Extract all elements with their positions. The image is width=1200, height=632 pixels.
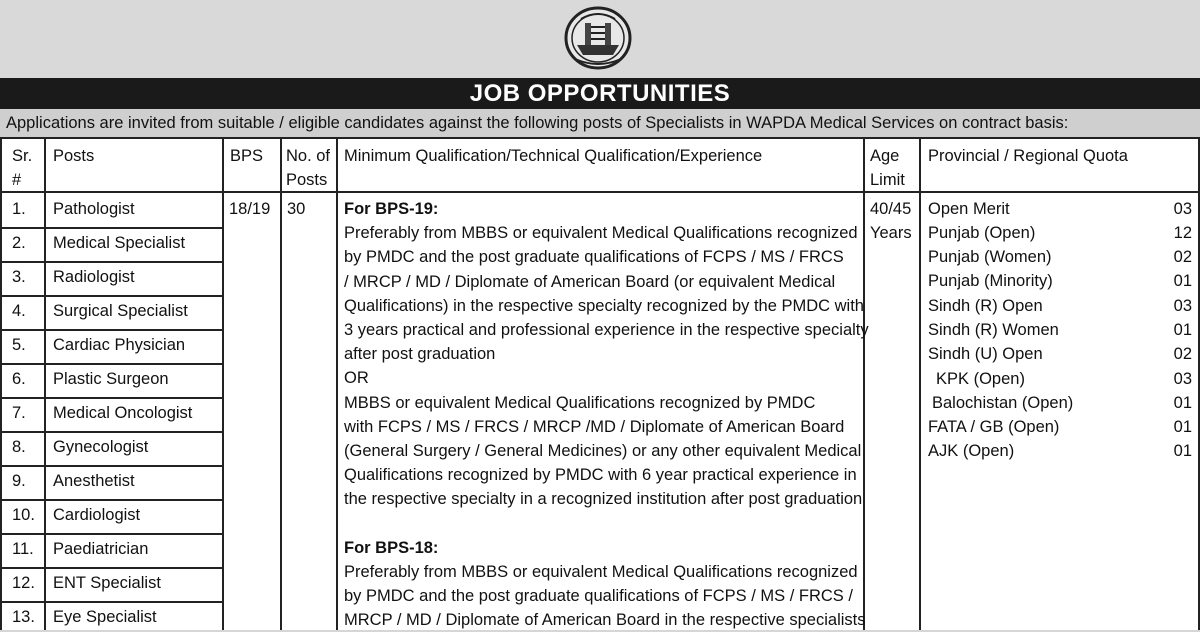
quota-name: AJK (Open) — [928, 442, 1015, 460]
qualification-line: (General Surgery / General Medicines) or any other equivalent Medical — [344, 441, 862, 460]
qualification-text — [344, 197, 869, 632]
qualification-line: the respective specialty in a recognized institution after post graduation — [344, 490, 863, 509]
column-header-quota: Provincial / Regional Quota — [928, 147, 1128, 165]
row-sr: 12. — [12, 574, 35, 592]
age-limit — [870, 197, 912, 245]
column-header-qualification: Minimum Qualification/Technical Qualification/Experience — [344, 147, 763, 165]
quota-name: Punjab (Women) — [928, 248, 1052, 266]
quota-name: Sindh (U) Open — [928, 345, 1043, 363]
row-post: Medical Specialist — [53, 234, 186, 252]
quota-count: 01 — [1173, 394, 1192, 412]
qualification-line: by PMDC and the post graduate qualifications of FCPS / MS / FRCS / — [344, 587, 853, 605]
qualification-line: / MRCP / MD / Diplomate of American Board (or equivalent Medical — [344, 272, 836, 291]
row-sr: 5. — [12, 336, 26, 354]
qualification-line: Preferably from MBBS or equivalent Medical Qualifications recognized — [344, 562, 858, 581]
qualification-line: by PMDC and the post graduate qualifications of FCPS / MS / FRCS — [344, 248, 844, 267]
row-sr: 1. — [12, 200, 26, 218]
column-header-bps: BPS — [230, 147, 264, 165]
row-post: Gynecologist — [53, 438, 149, 456]
qualification-line: Preferably from MBBS or equivalent Medical Qualifications recognized — [344, 224, 858, 243]
row-sr: 7. — [12, 404, 26, 422]
row-sr: 6. — [12, 370, 26, 388]
age-header-line1: Age — [870, 147, 900, 165]
qualification-line: MRCP / MD / Diplomate of American Board in the respective specialists — [344, 611, 866, 630]
quota-count: 03 — [1173, 297, 1192, 315]
age-limit-value: 40/45 — [870, 200, 912, 218]
qualification-line: Qualifications recognized by PMDC with 6 year practical experience in — [344, 466, 857, 485]
quota-count: 01 — [1173, 321, 1192, 339]
row-post: Radiologist — [53, 268, 135, 286]
quota-count: 02 — [1173, 345, 1192, 363]
num-posts-header-line1: No. of — [286, 147, 331, 165]
row-post: Anesthetist — [53, 472, 135, 490]
row-post: Cardiologist — [53, 506, 141, 524]
quota-count: 01 — [1173, 442, 1192, 460]
qualification-line: after post graduation — [344, 345, 496, 364]
quota-name: Sindh (R) Women — [928, 321, 1059, 339]
wapda-emblem-icon — [563, 5, 633, 71]
quota-name: Balochistan (Open) — [932, 394, 1074, 412]
column-header-sr — [12, 144, 32, 192]
row-post: Eye Specialist — [53, 608, 157, 626]
header-band — [0, 0, 1200, 78]
column-header-age — [870, 144, 905, 192]
bps-value: 18/19 — [229, 200, 271, 218]
row-post: ENT Specialist — [53, 574, 161, 592]
row-sr: 13. — [12, 608, 35, 626]
qualification-line: with FCPS / MS / FRCS / MRCP /MD / Diplomate of American Board — [344, 417, 845, 436]
row-sr: 10. — [12, 506, 35, 524]
row-sr: 9. — [12, 472, 26, 490]
quota-count: 01 — [1173, 272, 1192, 290]
row-sr: 2. — [12, 234, 26, 252]
column-header-num-posts — [286, 144, 330, 192]
num-posts-value: 30 — [287, 200, 306, 218]
quota-name: Punjab (Open) — [928, 224, 1036, 242]
bps19-heading: For BPS-19: — [344, 200, 439, 218]
quota-count: 02 — [1173, 248, 1192, 266]
vacancy-table — [0, 137, 1200, 630]
row-sr: 4. — [12, 302, 26, 320]
qualification-line: MBBS or equivalent Medical Qualifications recognized by PMDC — [344, 393, 816, 412]
qualification-line: OR — [344, 369, 369, 388]
num-posts-header-line2: Posts — [286, 171, 328, 189]
sr-header-line2: # — [12, 171, 22, 189]
column-header-posts: Posts — [53, 147, 95, 165]
bps18-heading: For BPS-18: — [344, 538, 439, 557]
qualification-line: Qualifications) in the respective specialty recognized by the PMDC with — [344, 296, 864, 315]
quota-count: 03 — [1173, 200, 1192, 218]
row-post: Pathologist — [53, 200, 135, 218]
quota-count: 03 — [1173, 370, 1192, 388]
quota-name: Open Merit — [928, 200, 1010, 218]
row-sr: 11. — [12, 540, 34, 558]
quota-name: FATA / GB (Open) — [928, 418, 1060, 436]
quota-name: Punjab (Minority) — [928, 272, 1053, 290]
quota-count: 12 — [1173, 224, 1192, 242]
page-title: JOB OPPORTUNITIES — [0, 78, 1200, 109]
intro-text: Applications are invited from suitable / eligible candidates against the following posts of Specialists in WAPDA Medical Services on contract basis: — [6, 114, 1069, 132]
age-limit-unit: Years — [870, 224, 912, 242]
row-post: Cardiac Physician — [53, 336, 186, 354]
qualification-line: 3 years practical and professional experience in the respective specialty — [344, 320, 869, 339]
row-post: Medical Oncologist — [53, 404, 193, 422]
row-post: Plastic Surgeon — [53, 370, 169, 388]
row-post: Surgical Specialist — [53, 302, 188, 320]
age-header-line2: Limit — [870, 171, 905, 189]
quota-count: 01 — [1173, 418, 1192, 436]
row-sr: 3. — [12, 268, 26, 286]
qualification-spacer — [344, 511, 869, 535]
row-sr: 8. — [12, 438, 26, 456]
sr-header-line1: Sr. — [12, 147, 33, 165]
quota-name: Sindh (R) Open — [928, 297, 1043, 315]
row-post: Paediatrician — [53, 540, 149, 558]
quota-name: KPK (Open) — [936, 370, 1025, 388]
